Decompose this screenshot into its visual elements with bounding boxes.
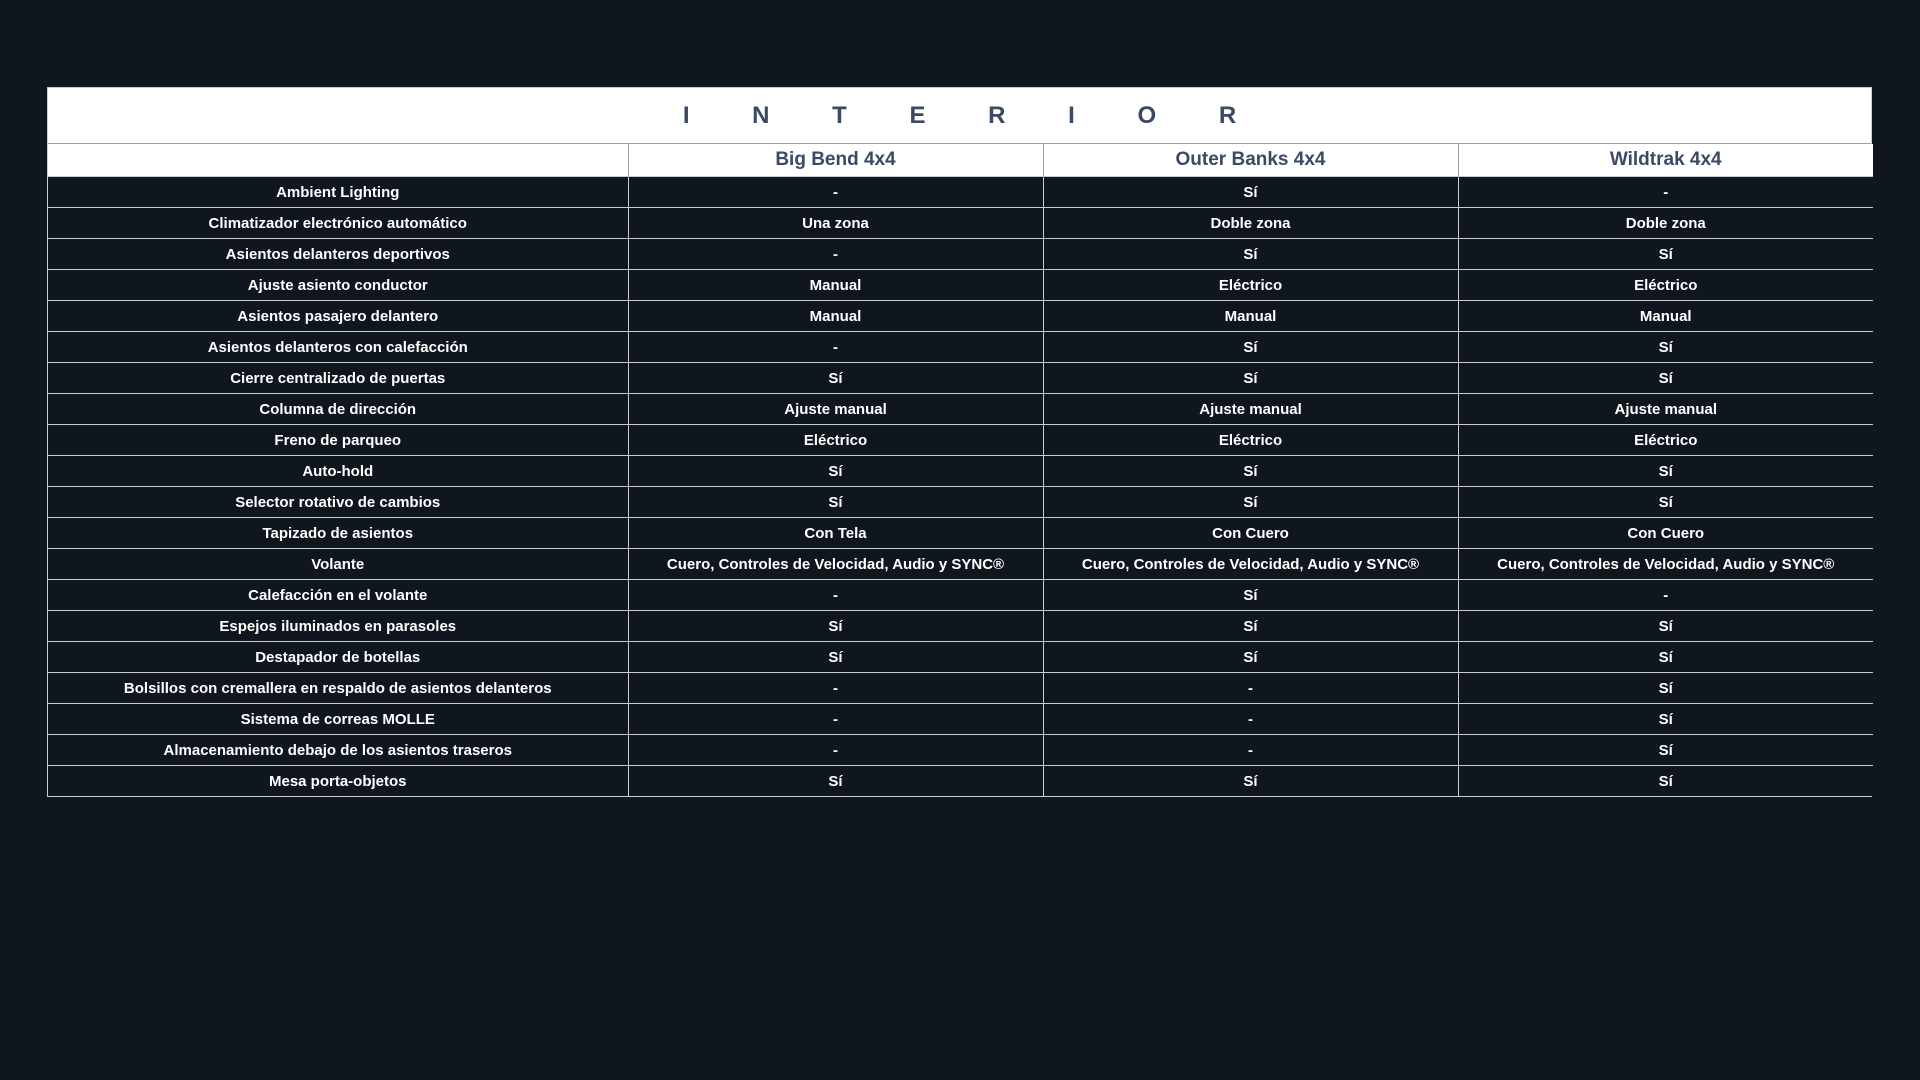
big-bend-cell: Eléctrico: [628, 425, 1043, 456]
header-big-bend: Big Bend 4x4: [628, 144, 1043, 177]
wildtrak-cell: Sí: [1458, 332, 1873, 363]
feature-cell: Freno de parqueo: [48, 425, 628, 456]
feature-cell: Sistema de correas MOLLE: [48, 704, 628, 735]
feature-cell: Mesa porta-objetos: [48, 766, 628, 797]
big-bend-cell: Sí: [628, 611, 1043, 642]
feature-cell: Asientos delanteros deportivos: [48, 239, 628, 270]
wildtrak-cell: Sí: [1458, 766, 1873, 797]
table-row: [48, 766, 1873, 797]
big-bend-cell: -: [628, 735, 1043, 766]
big-bend-cell: Manual: [628, 270, 1043, 301]
outer-banks-cell: Doble zona: [1043, 208, 1458, 239]
outer-banks-cell: Sí: [1043, 642, 1458, 673]
outer-banks-cell: -: [1043, 673, 1458, 704]
big-bend-cell: Sí: [628, 456, 1043, 487]
table-row: [48, 735, 1873, 766]
outer-banks-cell: Eléctrico: [1043, 425, 1458, 456]
wildtrak-cell: Sí: [1458, 363, 1873, 394]
table-row: [48, 456, 1873, 487]
table-row: [48, 549, 1873, 580]
outer-banks-cell: Sí: [1043, 363, 1458, 394]
outer-banks-cell: -: [1043, 735, 1458, 766]
outer-banks-cell: Sí: [1043, 456, 1458, 487]
wildtrak-cell: Eléctrico: [1458, 270, 1873, 301]
feature-cell: Asientos pasajero delantero: [48, 301, 628, 332]
outer-banks-cell: Sí: [1043, 177, 1458, 208]
big-bend-cell: Sí: [628, 487, 1043, 518]
outer-banks-cell: -: [1043, 704, 1458, 735]
outer-banks-cell: Sí: [1043, 611, 1458, 642]
feature-cell: Almacenamiento debajo de los asientos traseros: [48, 735, 628, 766]
header-feature: [48, 144, 628, 177]
big-bend-cell: Cuero, Controles de Velocidad, Audio y SYNC®: [628, 549, 1043, 580]
outer-banks-cell: Con Cuero: [1043, 518, 1458, 549]
outer-banks-cell: Sí: [1043, 239, 1458, 270]
table-row: [48, 208, 1873, 239]
section-title-band: [48, 88, 1871, 144]
spec-table: [48, 144, 1873, 796]
big-bend-cell: -: [628, 239, 1043, 270]
table-row: [48, 518, 1873, 549]
table-row: [48, 704, 1873, 735]
feature-cell: Volante: [48, 549, 628, 580]
feature-cell: Calefacción en el volante: [48, 580, 628, 611]
big-bend-cell: -: [628, 332, 1043, 363]
table-row: [48, 177, 1873, 208]
outer-banks-cell: Ajuste manual: [1043, 394, 1458, 425]
wildtrak-cell: Eléctrico: [1458, 425, 1873, 456]
table-row: [48, 301, 1873, 332]
wildtrak-cell: -: [1458, 580, 1873, 611]
big-bend-cell: Una zona: [628, 208, 1043, 239]
big-bend-cell: Sí: [628, 363, 1043, 394]
outer-banks-cell: Manual: [1043, 301, 1458, 332]
wildtrak-cell: Manual: [1458, 301, 1873, 332]
table-row: [48, 642, 1873, 673]
wildtrak-cell: Sí: [1458, 704, 1873, 735]
wildtrak-cell: Sí: [1458, 673, 1873, 704]
header-outer-banks: Outer Banks 4x4: [1043, 144, 1458, 177]
table-row: [48, 332, 1873, 363]
big-bend-cell: Con Tela: [628, 518, 1043, 549]
wildtrak-cell: -: [1458, 177, 1873, 208]
big-bend-cell: -: [628, 704, 1043, 735]
interior-spec-table: [47, 87, 1872, 797]
table-row: [48, 270, 1873, 301]
big-bend-cell: -: [628, 673, 1043, 704]
feature-cell: Asientos delanteros con calefacción: [48, 332, 628, 363]
table-row: [48, 425, 1873, 456]
outer-banks-cell: Eléctrico: [1043, 270, 1458, 301]
table-row: [48, 487, 1873, 518]
wildtrak-cell: Sí: [1458, 456, 1873, 487]
feature-cell: Columna de dirección: [48, 394, 628, 425]
outer-banks-cell: Cuero, Controles de Velocidad, Audio y SYNC®: [1043, 549, 1458, 580]
wildtrak-cell: Cuero, Controles de Velocidad, Audio y SYNC®: [1458, 549, 1873, 580]
big-bend-cell: -: [628, 580, 1043, 611]
feature-cell: Destapador de botellas: [48, 642, 628, 673]
table-row: [48, 611, 1873, 642]
feature-cell: Auto-hold: [48, 456, 628, 487]
wildtrak-cell: Doble zona: [1458, 208, 1873, 239]
feature-cell: Tapizado de asientos: [48, 518, 628, 549]
wildtrak-cell: Sí: [1458, 735, 1873, 766]
wildtrak-cell: Sí: [1458, 487, 1873, 518]
table-row: [48, 239, 1873, 270]
table-row: [48, 394, 1873, 425]
section-title: I N T E R I O R: [682, 101, 1265, 129]
feature-cell: Espejos iluminados en parasoles: [48, 611, 628, 642]
header-wildtrak: Wildtrak 4x4: [1458, 144, 1873, 177]
wildtrak-cell: Sí: [1458, 611, 1873, 642]
outer-banks-cell: Sí: [1043, 766, 1458, 797]
table-row: [48, 580, 1873, 611]
header-row: [48, 144, 1873, 177]
wildtrak-cell: Con Cuero: [1458, 518, 1873, 549]
feature-cell: Cierre centralizado de puertas: [48, 363, 628, 394]
outer-banks-cell: Sí: [1043, 487, 1458, 518]
table-row: [48, 673, 1873, 704]
big-bend-cell: -: [628, 177, 1043, 208]
outer-banks-cell: Sí: [1043, 580, 1458, 611]
table-row: [48, 363, 1873, 394]
big-bend-cell: Ajuste manual: [628, 394, 1043, 425]
wildtrak-cell: Sí: [1458, 642, 1873, 673]
table-header: [48, 144, 1873, 177]
big-bend-cell: Sí: [628, 642, 1043, 673]
feature-cell: Bolsillos con cremallera en respaldo de asientos delanteros: [48, 673, 628, 704]
feature-cell: Ambient Lighting: [48, 177, 628, 208]
big-bend-cell: Manual: [628, 301, 1043, 332]
outer-banks-cell: Sí: [1043, 332, 1458, 363]
table-body: [48, 177, 1873, 797]
feature-cell: Selector rotativo de cambios: [48, 487, 628, 518]
wildtrak-cell: Ajuste manual: [1458, 394, 1873, 425]
big-bend-cell: Sí: [628, 766, 1043, 797]
feature-cell: Ajuste asiento conductor: [48, 270, 628, 301]
feature-cell: Climatizador electrónico automático: [48, 208, 628, 239]
wildtrak-cell: Sí: [1458, 239, 1873, 270]
